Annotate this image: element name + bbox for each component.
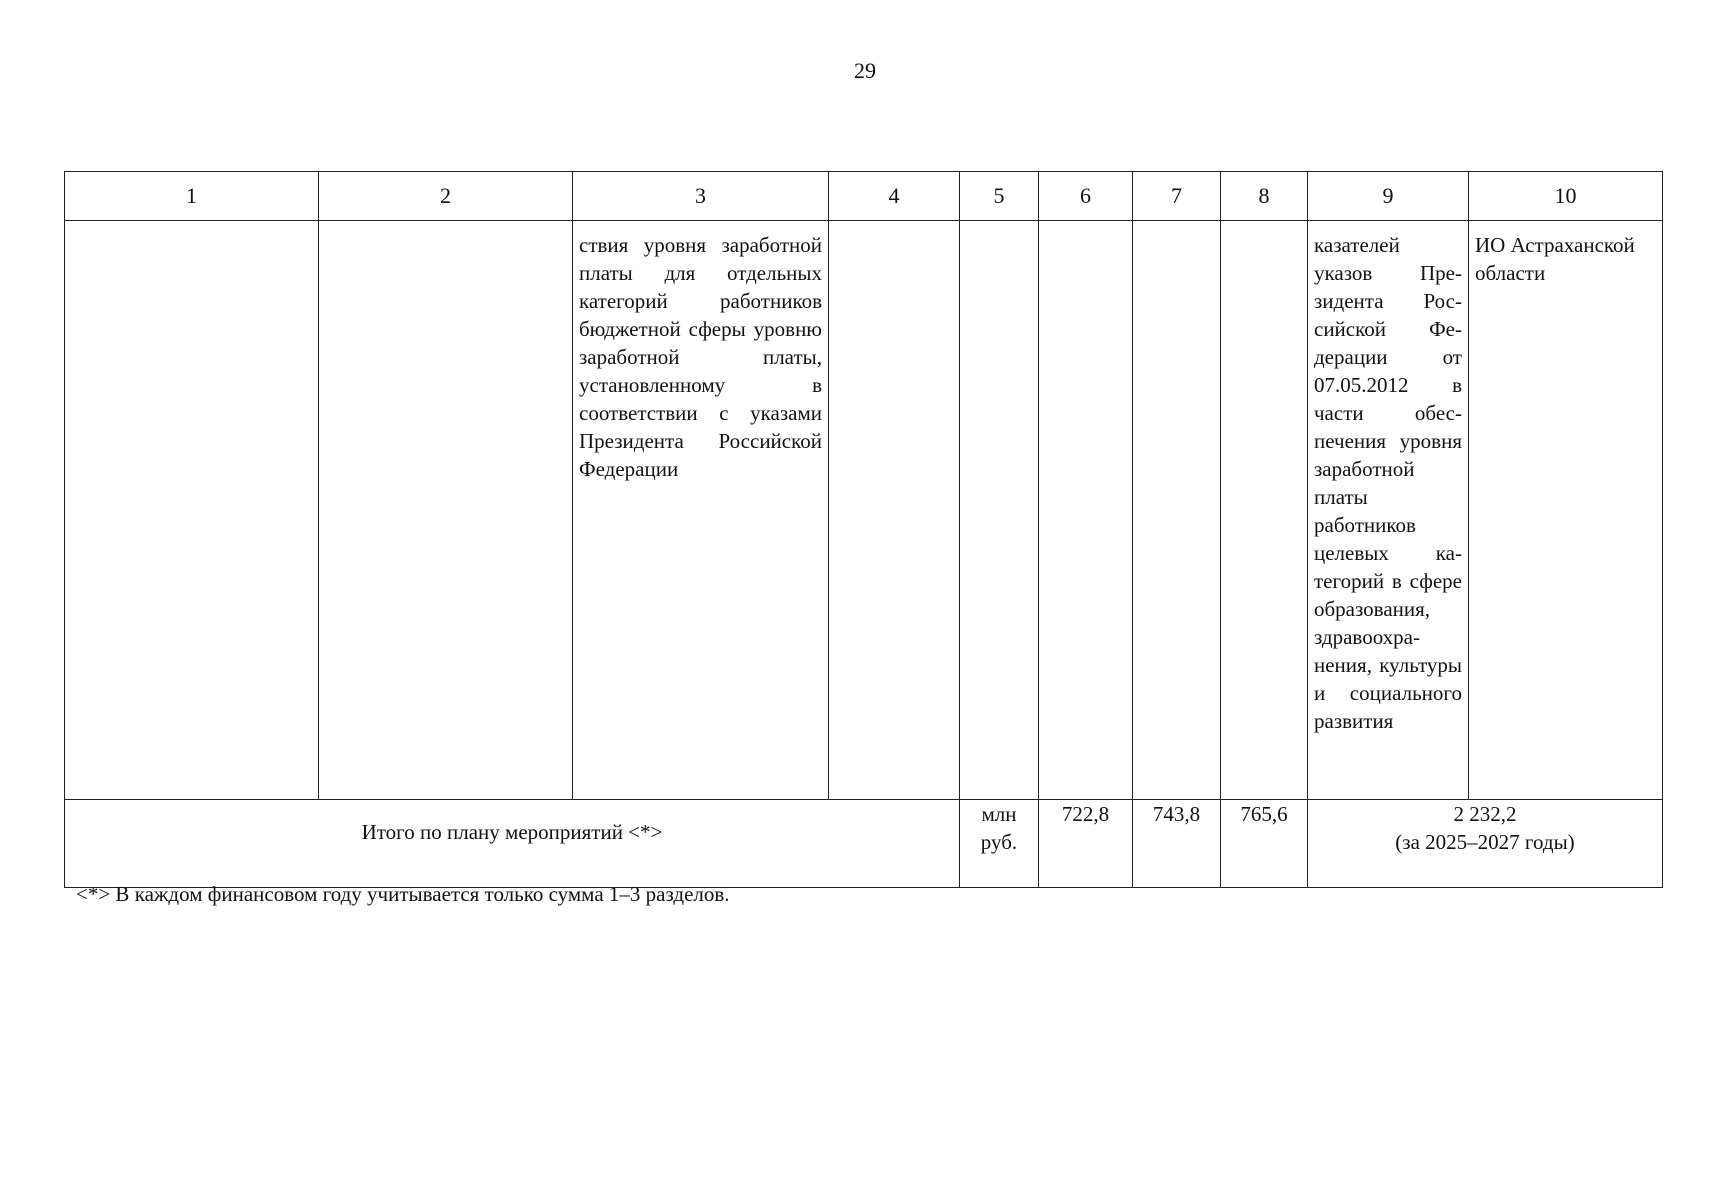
- header-cell: 7: [1133, 172, 1221, 221]
- table-cell-empty: [960, 221, 1039, 800]
- total-2026: 743,8: [1133, 800, 1221, 888]
- header-cell: 8: [1221, 172, 1308, 221]
- unit-cell: [960, 800, 1039, 888]
- header-cell: 4: [829, 172, 960, 221]
- table-cell-description: [573, 221, 829, 800]
- total-2027: 765,6: [1221, 800, 1308, 888]
- executor-text: ИО Астраханской области: [1475, 233, 1635, 285]
- unit-line-1: млн: [981, 802, 1017, 826]
- unit-line-2: руб.: [980, 830, 1018, 854]
- total-sum-cell: [1308, 800, 1663, 888]
- header-cell: 1: [65, 172, 319, 221]
- plan-table: [64, 171, 1663, 888]
- total-label-cell: [65, 800, 960, 888]
- page-number: 29: [854, 58, 876, 83]
- total-2025: 722,8: [1039, 800, 1133, 888]
- header-cell: 5: [960, 172, 1039, 221]
- total-label: Итого по плану мероприятий <*>: [361, 820, 663, 844]
- table-header-row: [65, 172, 1663, 221]
- total-sum: 2 232,2: [1453, 802, 1517, 826]
- table-cell-indicator: [1308, 221, 1469, 800]
- table-cell-empty: [1133, 221, 1221, 800]
- indicator-text: казателей указов Президента Российской Федерации от 07.05.2012 в части обеспечения уровня заработной платы работников целевых категорий в сфере образования, здравоохранения, культуры и социального развития: [1314, 233, 1462, 733]
- table-cell-empty: [829, 221, 960, 800]
- header-cell: 3: [573, 172, 829, 221]
- header-cell: 2: [319, 172, 573, 221]
- description-text: ствия уровня заработной платы для отдельных категорий работников бюджетной сферы уровню заработной платы, установленному в соответствии с указами Президента Российской Федерации: [579, 233, 822, 481]
- footnote: <*> В каждом финансовом году учитывается только сумма 1–3 разделов.: [76, 882, 730, 906]
- header-cell: 6: [1039, 172, 1133, 221]
- table-cell-empty: [65, 221, 319, 800]
- header-cell: 10: [1469, 172, 1663, 221]
- table-cell-empty: [319, 221, 573, 800]
- total-sum-note: (за 2025–2027 годы): [1395, 830, 1575, 854]
- table-cell-executor: [1469, 221, 1663, 800]
- table-row: [65, 221, 1663, 800]
- header-cell: 9: [1308, 172, 1469, 221]
- table-cell-empty: [1039, 221, 1133, 800]
- table-cell-empty: [1221, 221, 1308, 800]
- total-row: [65, 800, 1663, 888]
